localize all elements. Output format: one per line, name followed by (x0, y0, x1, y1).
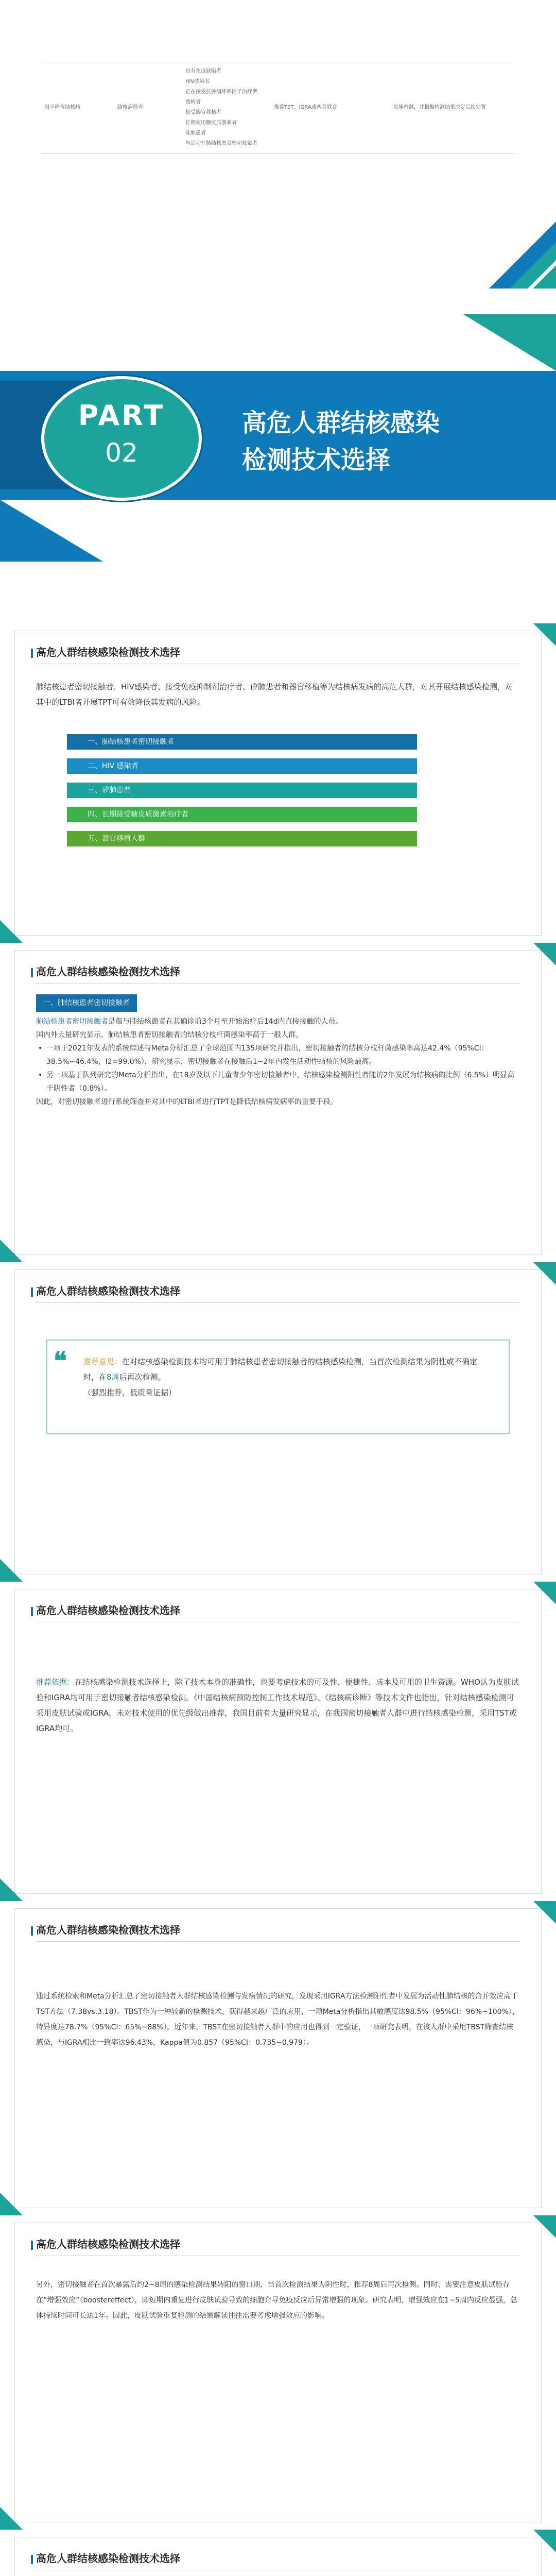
title-divider (36, 983, 520, 984)
population-item: 透析者 (185, 99, 201, 105)
slide-title: 高危人群结核感染检测技术选择 (36, 646, 180, 658)
corner-decoration (463, 314, 556, 371)
slide-title: 高危人群结核感染检测技术选择 (36, 965, 180, 978)
corner-stripes-decoration (479, 211, 556, 289)
title-marker (31, 2555, 33, 2564)
recommendation-label: 推荐意见： (83, 1357, 123, 1366)
slide-close-contacts (0, 943, 556, 1262)
population-item: HIV感染者 (185, 79, 210, 84)
table-cell: 实施检测，并根据检测结果决定后续处置 (390, 62, 515, 154)
population-item: 与活动性肺结核患者密切接触者 (185, 141, 257, 146)
slide-frame (14, 1908, 542, 2208)
part-number: 02 (105, 438, 138, 468)
paragraph (36, 1015, 520, 1028)
screening-table (41, 62, 515, 154)
table-slide (0, 0, 556, 289)
table-row (41, 62, 515, 154)
slide-boost-effect (0, 2215, 556, 2530)
paragraph-text: 在结核感染检测技术选择上，除了技术本身的准确性，也要考虑技术的可及性、便捷性、成本及可用的卫生资源。WHO认为皮肤试验和IGRA均可用于密切接触者结核感染检测。《中国结核病预防控制工作技术规范》、《结核病诊断》等技术文件也指出，针对结核感染检测可采用皮肤试验或IGRA。未对技术使用的优先级做出推荐，我国目前有大量研究显示，在我国密切接触者人群中进行结核感染检测，采用TST或IGRA均可。 (36, 1677, 519, 1733)
corner-decoration (0, 2507, 23, 2530)
title-marker (31, 649, 33, 658)
slide-evidence (0, 1901, 556, 2215)
title-divider (36, 1941, 520, 1942)
corner-decoration (0, 2193, 23, 2215)
recommendation-body: 在对结核感染检测技术均可用于肺结核患者密切接触者的结核感染检测，当首次检测结果为阴性或不确定时，在 (83, 1357, 478, 1382)
slide-high-risk-groups (0, 623, 556, 943)
highlight-term: 8周 (107, 1372, 119, 1382)
slide-recommendation-1 (0, 1262, 556, 1582)
title-divider (36, 1302, 520, 1303)
paragraph: 国内外大量研究显示，肺结核患者密切接触者的结核分枝杆菌感染率高于一般人群。 (36, 1031, 303, 1039)
title-marker (31, 2241, 33, 2250)
title-marker (31, 1926, 33, 1936)
part-title-line: 检测技术选择 (242, 446, 391, 474)
corner-decoration (0, 500, 103, 562)
quote-icon: ❝ (54, 1347, 67, 1376)
paragraph: 通过系统检索和Meta分析汇总了密切接触者人群结核感染检测与发病情况的研究，发现采用IGRA方法检测阳性者中发展为活动性肺结核的合并效应高于TST方法（7.38vs.3.18）。TBST作为一种较新的检测技术，获得越来越广泛的应用，一项Meta分析指出其敏感度达98.5%（95%CI：96%~100%），特异度达78.7%（95%CI：65%~88%）。近年来，TBST在密切接触者人群中的应用也得到一定验证，一项研究表明，在该人群中采用TBST筛查结核感染，与IGRA相比一致率达96.43%，Kappa值为0.857（95%CI：0.735~0.979）。 (36, 1992, 519, 2047)
slide-hiv (0, 2530, 556, 2576)
evidence-grade: （强烈推荐，低质量证据） (83, 1388, 177, 1397)
recommendation-box (46, 1340, 510, 1434)
table-cell: 结核病筛查 (114, 62, 182, 154)
paragraph: 因此，对密切接触者进行系统筛查并对其中的LTBI者进行TPT是降低结核病发病率的重要手段。 (36, 1098, 338, 1106)
slide-recommendation-basis (0, 1582, 556, 1901)
recommendation-body: 后再次检测。 (119, 1372, 166, 1382)
slide-title: 高危人群结核感染检测技术选择 (36, 1604, 180, 1617)
group-bar: 二、HIV 感染者 (67, 758, 417, 774)
corner-decoration (0, 1878, 23, 1901)
part-cover-slide (0, 314, 556, 562)
corner-decoration (0, 1559, 23, 1582)
group-bar: 五、器官移植人群 (67, 831, 417, 846)
table-cell: 用于筛查结核病 (41, 62, 114, 154)
group-bar: 四、长期接受糖皮质激素治疗者 (67, 807, 417, 822)
corner-decoration (533, 2215, 556, 2238)
slide-frame (14, 1589, 542, 1894)
part-label: PART (78, 399, 165, 432)
corner-decoration (0, 920, 23, 943)
title-marker (31, 1607, 33, 1616)
slide-title: 高危人群结核感染检测技术选择 (36, 1285, 180, 1297)
population-item: 具有免疫缺陷者 (185, 69, 221, 74)
corner-decoration (533, 2530, 556, 2552)
population-item: 接受器官移植者 (185, 110, 221, 115)
corner-decoration (533, 1901, 556, 1924)
title-marker (31, 968, 33, 977)
slide-title: 高危人群结核感染检测技术选择 (36, 2552, 180, 2565)
corner-decoration (533, 623, 556, 646)
table-cell (182, 62, 271, 154)
population-item: 正在接受抗肿瘤坏死因子治疗者 (185, 89, 257, 95)
section-chip: 一、肺结核患者密切接触者 (36, 994, 137, 1012)
slide-frame (14, 2223, 542, 2522)
part-title-line: 高危人群结核感染 (242, 409, 440, 437)
bullet-item: • 一项于2021年发表的系统综述与Meta分析汇总了全球范围内135项研究并指出，密切接触者的结核分枝杆菌感染率高达42.4%（95%CI：38.5%~46.4%，I2=99.0%），研究显示，密切接触者在接触后1~2年内发生活动性结核的风险最高。 (36, 1042, 520, 1069)
content-block (36, 994, 520, 1109)
paragraph-text: 是指与肺结核患者在其确诊前3个月至开始治疗后14d内直接接触的人员。 (108, 1018, 343, 1026)
title-marker (31, 1287, 33, 1297)
corner-decoration (533, 1262, 556, 1285)
part-title (242, 404, 440, 479)
population-item: 长期使用糖皮质激素者 (185, 120, 237, 126)
group-bar: 三、矽肺患者 (67, 783, 417, 798)
highlight-term: 肺结核患者密切接触者 (36, 1018, 108, 1026)
corner-decoration (533, 943, 556, 965)
population-item: 硅肺患者 (185, 130, 206, 136)
corner-decoration (533, 1582, 556, 1604)
slide-title: 高危人群结核感染检测技术选择 (36, 1924, 180, 1936)
basis-label: 推荐依据： (36, 1677, 75, 1687)
recommendation-text (83, 1354, 488, 1400)
corner-decoration (0, 1240, 23, 1262)
paragraph: 另外，密切接触者在首次暴露后约2~8周的感染检测结果转阳的窗口期，当首次检测结果为阴性时，推荐8周后再次检测。同时，需要注意皮肤试验存在“增强效应”（boostereffect），即短期内重复进行皮肤试验导致的细胞介导免疫反应后异常增强的现象。研究表明，增强效应在1~5周内反应最强，总体持续时间可长达1年。因此，皮肤试验重复检测的结果解读往往需要考虑增强效应的影响。 (36, 2281, 517, 2320)
population-list (185, 66, 268, 149)
group-bar: 一、肺结核患者密切接触者 (67, 734, 417, 750)
paragraph (36, 1674, 520, 1736)
intro-paragraph: 肺结核患者密切接触者、HIV感染者、接受免疫抑制剂治疗者、矽肺患者和器官移植等为结核病发病的高危人群，对其开展结核感染检测，对其中的LTBI者开展TPT可有效降低其发病的风险。 (36, 682, 513, 707)
table-cell: 推荐TST、IGRA或两者联合 (271, 62, 390, 154)
slide-title: 高危人群结核感染检测技术选择 (36, 2238, 180, 2250)
bullet-item: • 另一项基于队列研究的Meta分析指出，在18岁及以下儿童青少年密切接触者中，结核感染检测阳性者随访2年发展为结核病的比例（6.5%）明显高于阴性者（0.8%）。 (36, 1069, 520, 1095)
